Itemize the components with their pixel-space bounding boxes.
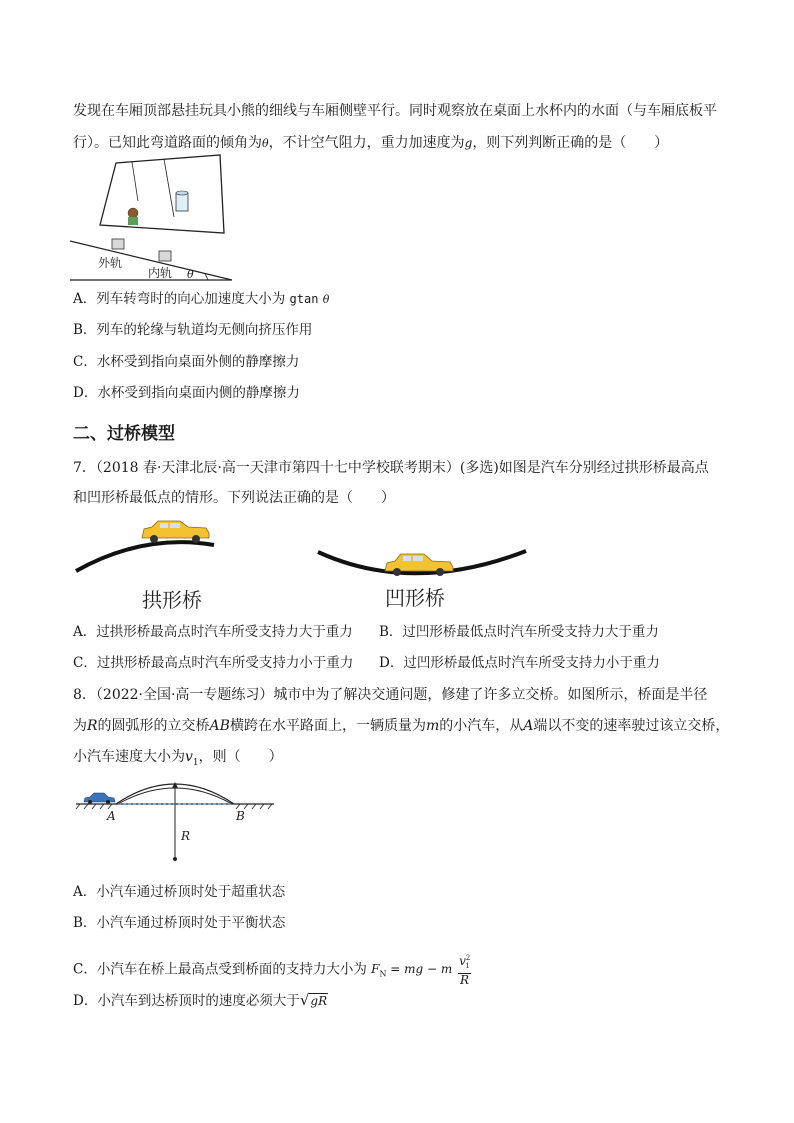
q8-stem-part: ，则（ ） [198,749,283,765]
bear-head-icon [128,208,138,218]
radius-arrow-icon [172,782,178,788]
q8-stem-part: 的圆弧形的立交桥 [97,718,210,734]
angle-arc [205,274,208,280]
q6-train-car-figure [70,155,240,285]
q6-stem-line1: 发现在车厢顶部悬挂玩具小熊的细线与车厢侧壁平行。同时观察放在桌面上水杯内的水面（与车厢底板平 [73,103,717,119]
q6-option-c[interactable]: C．水杯受到指向桌面外侧的静摩擦力 [73,354,300,370]
q8-stem-part: 小汽车速度大小为 [73,749,185,765]
formula-gtan: gtan [289,292,319,306]
outer-rail-label: 外轨 [98,256,123,270]
q8-stem-part: 的小汽车，从 [439,718,524,734]
sqrt-content: gR [310,994,328,1008]
option-text: A．列车转弯时的向心加速度大小为 [73,291,286,307]
q6-option-d[interactable]: D．水杯受到指向桌面内侧的静摩擦力 [73,385,300,401]
q8-option-c[interactable] [73,952,471,988]
radius-label: R [181,829,191,843]
q7-stem-line2: 和凹形桥最低点的情形。下列说法正确的是（ ） [73,490,395,506]
q7-option-a[interactable]: A．过拱形桥最高点时汽车所受支持力大于重力 [73,624,353,640]
q6-option-a[interactable] [73,290,329,309]
q6-stem-part: ，则下列判断正确的是（ ） [472,135,669,151]
q8-stem-part: 端以不变的速率驶过该立交桥， [533,718,730,734]
v-subscript: 1 [465,962,470,971]
q8-option-a[interactable]: A．小汽车通过桥顶时处于超重状态 [73,884,286,900]
q6-stem-line2 [73,134,668,153]
q7-stem-line1: 7．（2018 春·天津北辰·高一天津市第四十七中学校联考期末）(多选)如图是汽车分别经过拱形桥最高点 [73,460,709,476]
fraction-numerator [458,952,471,974]
f-symbol: F [371,962,380,977]
point-a-label: A [107,809,116,823]
q8-stem-line3 [73,748,283,772]
a-symbol: A [523,718,534,734]
arch-bridge-deck [76,542,214,571]
q8-stem-part: 为 [73,718,87,734]
q7-option-b[interactable]: B．过凹形桥最低点时汽车所受支持力大于重力 [379,624,659,640]
radius-symbol: R [87,718,98,734]
inner-wheel [159,251,171,261]
theta-symbol: θ [322,293,330,306]
theta-symbol: θ [262,137,269,150]
velocity-subscript: 1 [192,757,199,768]
q6-option-b[interactable]: B．列车的轮缘与轨道均无侧向挤压作用 [73,322,313,338]
q8-stem-part: 横跨在水平路面上，一辆质量为 [229,718,426,734]
q8-option-d[interactable] [73,991,328,1010]
arch-car-icon [142,521,209,543]
velocity-symbol: v [185,749,193,765]
g-symbol: g [464,136,473,150]
q7-bridges-figure [72,515,532,615]
sqrt-icon: √ [299,991,310,1009]
point-b-label: B [236,809,245,823]
option-text: D．小汽车到达桥顶时的速度必须大于 [73,993,300,1009]
concave-bridge-label: 凹形桥 [385,586,445,610]
option-text: C．小汽车在桥上最高点受到桥面的支持力大小为 [73,961,367,978]
fraction [458,952,471,987]
mass-symbol: m [425,718,440,734]
q8-stem-line2 [73,717,729,735]
water-surface-icon [176,191,188,195]
bear-body-icon [128,217,138,225]
outer-wheel [112,239,124,249]
formula-normal-force [371,952,471,987]
car-icon [84,793,115,804]
q8-stem-line1: 8．（2022·全国·高一专题练习）城市中为了解决交通问题，修建了许多立交桥。如图所示，桥面是半径 [73,687,708,703]
inner-rail-label: 内轨 [148,266,173,280]
angle-label: θ [187,268,194,281]
v-superscript: 2 [465,954,471,962]
water-cup-icon [176,193,188,211]
formula-equation: = mg − m [386,962,453,977]
arch-bridge-label: 拱形桥 [142,588,202,612]
ab-symbol: AB [209,718,230,734]
v-symbol: v [459,954,466,968]
q6-stem-part: ，不计空气阻力，重力加速度为 [268,135,465,151]
q6-stem-part: 行）。已知此弯道路面的倾角为 [73,135,262,151]
q8-option-b[interactable]: B．小汽车通过桥顶时处于平衡状态 [73,915,286,931]
q7-option-d[interactable]: D．过凹形桥最低点时汽车所受支持力小于重力 [379,655,660,671]
car-body [100,155,224,233]
q7-option-c[interactable]: C．过拱形桥最高点时汽车所受支持力小于重力 [73,655,354,671]
fraction-denominator: R [459,973,469,988]
n-subscript: N [379,969,387,979]
q8-overpass-figure [72,780,282,866]
center-point [173,857,177,861]
section-title: 二、过桥模型 [73,424,175,444]
